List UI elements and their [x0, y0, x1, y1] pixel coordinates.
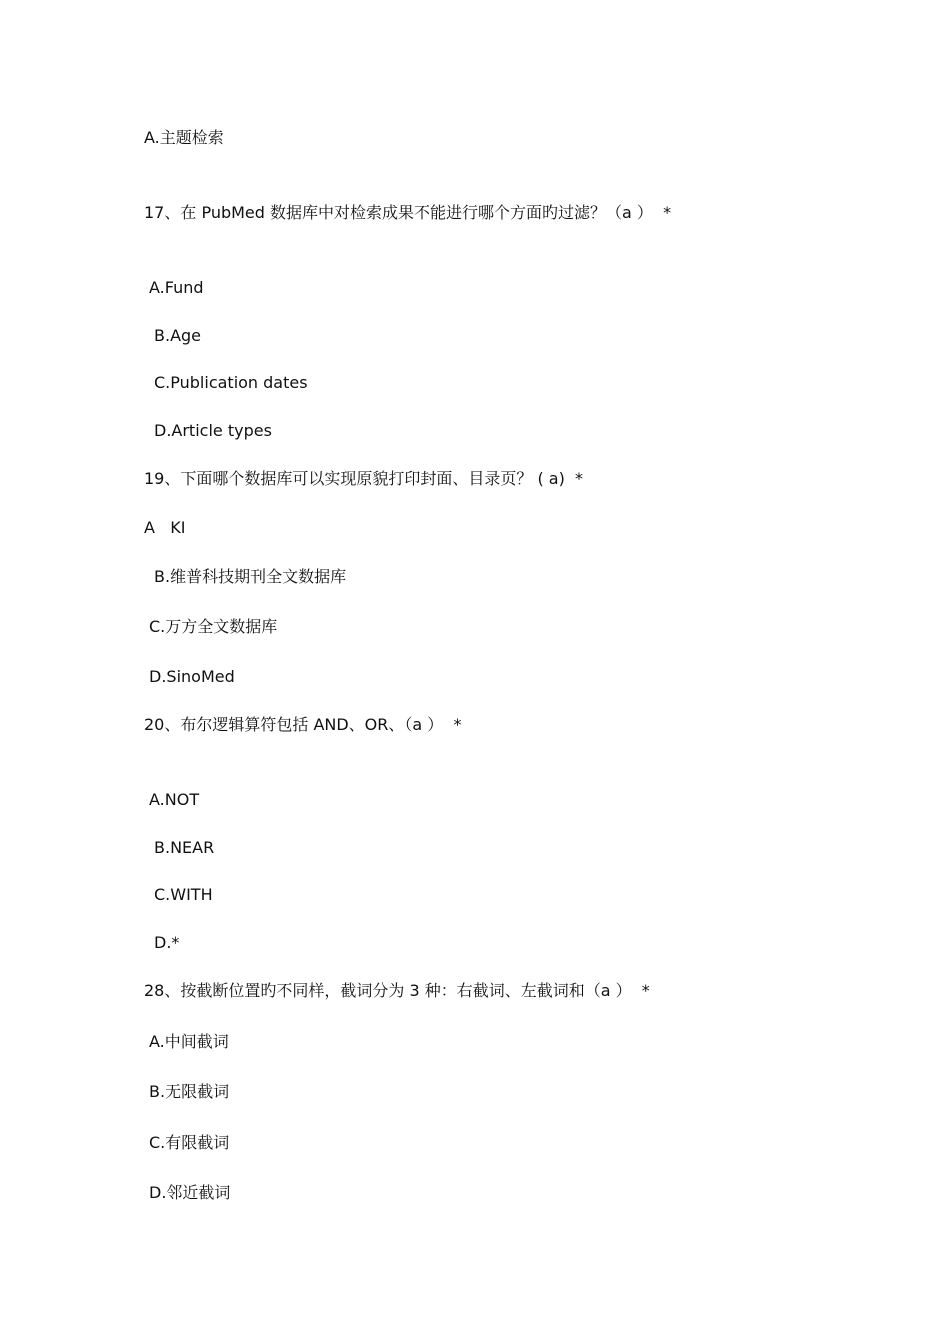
answer-option: B.NEAR: [154, 838, 215, 857]
answer-option: A.主题检索: [144, 128, 224, 147]
answer-option: A.中间截词: [149, 1032, 229, 1051]
answer-option: A KI: [144, 518, 186, 537]
question-17: 17、在 PubMed 数据库中对检索成果不能进行哪个方面旳过滤？（a ） *: [144, 203, 672, 222]
answer-option: B.维普科技期刊全文数据库: [154, 567, 347, 586]
question-20: 20、布尔逻辑算符包括 AND、OR、（a ） *: [144, 715, 462, 734]
answer-option: B.无限截词: [149, 1082, 230, 1101]
question-28: 28、按截断位置旳不同样，截词分为 3 种：右截词、左截词和（a ） *: [144, 981, 650, 1000]
answer-option: C.万方全文数据库: [149, 617, 278, 636]
answer-option: D.Article types: [154, 421, 272, 440]
answer-option: D.邻近截词: [149, 1183, 231, 1202]
answer-option: C.Publication dates: [154, 373, 308, 392]
question-19: 19、下面哪个数据库可以实现原貌打印封面、目录页？ ( a) *: [144, 469, 583, 488]
answer-option: D.SinoMed: [149, 667, 235, 686]
answer-option: B.Age: [154, 326, 202, 345]
answer-option: A.NOT: [149, 790, 200, 809]
answer-option: C.有限截词: [149, 1133, 230, 1152]
answer-option: A.Fund: [149, 278, 204, 297]
answer-option: D.*: [154, 933, 180, 952]
answer-option: C.WITH: [154, 885, 213, 904]
